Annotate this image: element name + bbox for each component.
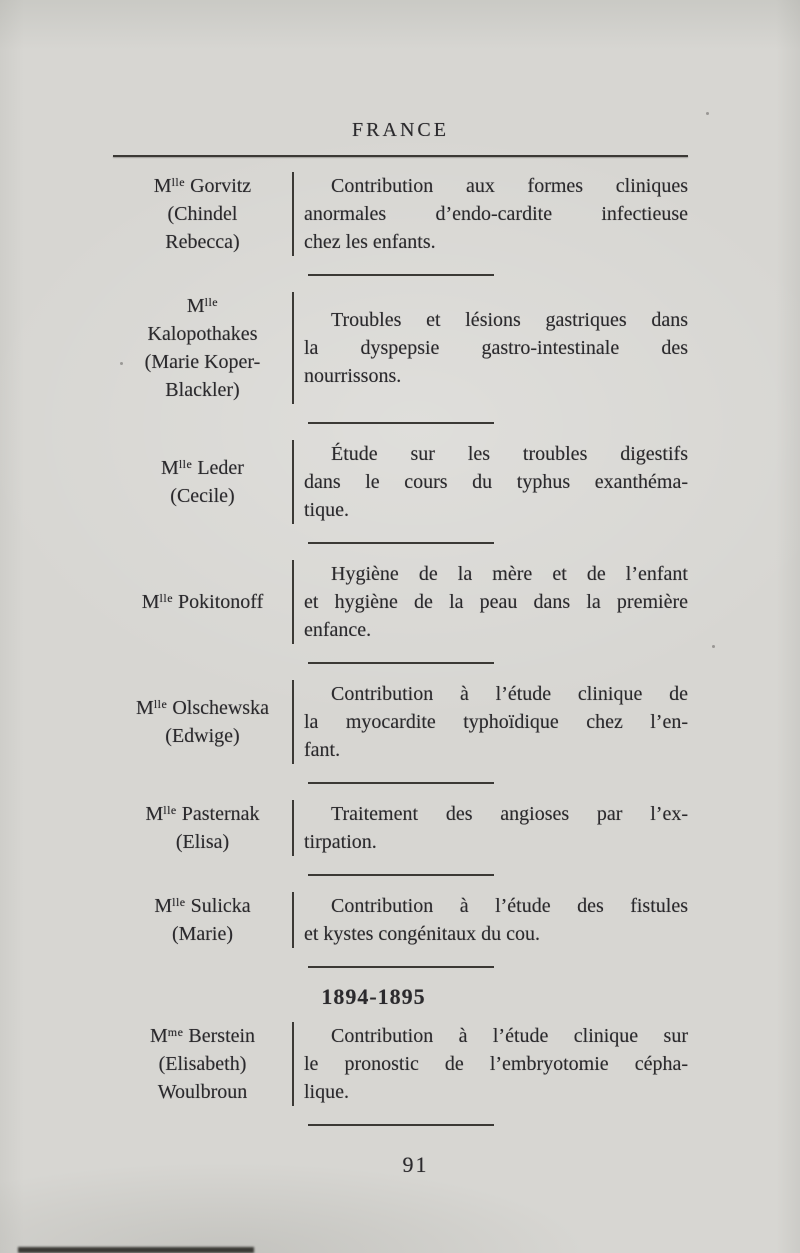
entry-title xyxy=(292,800,688,856)
entry-separator xyxy=(308,1124,494,1126)
entry-title-line: le pronostic de l’embryotomie cépha- xyxy=(304,1053,688,1075)
paper-speck xyxy=(120,362,123,365)
entry-separator xyxy=(308,782,494,784)
entry-name-line: (Marie) xyxy=(171,923,234,945)
entry-title xyxy=(292,560,688,644)
honorific-superscript: me xyxy=(167,1025,184,1039)
honorific-superscript: lle xyxy=(178,457,193,471)
paper-speck xyxy=(712,645,715,648)
entry-separator xyxy=(308,274,494,276)
page-number: 91 xyxy=(402,1152,429,1177)
entry-row xyxy=(113,560,688,644)
entry-name-line: Woulbroun xyxy=(157,1081,248,1103)
entry-name xyxy=(113,560,292,644)
entry-title-line: anormales d’endo-cardite infectieuse xyxy=(304,203,688,225)
entry-title-line: la myocardite typhoïdique chez l’en- xyxy=(304,711,688,733)
honorific-superscript: lle xyxy=(204,295,219,309)
entry-name-line: $M^{lle}$ Pasternak xyxy=(145,803,260,825)
entry-separator xyxy=(308,662,494,664)
entry-name-line: Blackler) xyxy=(165,379,240,401)
entry-name-line: (Elisa) xyxy=(175,831,230,853)
entry-title-line: tique. xyxy=(304,499,349,521)
entry-title xyxy=(292,172,688,256)
entry-name xyxy=(113,892,292,948)
entry-name-line: Rebecca) xyxy=(165,231,240,253)
paper-speck xyxy=(706,112,709,115)
entry-row xyxy=(113,440,688,524)
entry-row xyxy=(113,800,688,856)
entry-name xyxy=(113,292,292,404)
entry-title-line: Troubles et lésions gastriques dans xyxy=(331,309,688,331)
entry-title xyxy=(292,892,688,948)
entry-title-line: fant. xyxy=(304,739,341,761)
entry-name-line: $M^{lle}$ xyxy=(186,295,219,317)
entry-name-line: $M^{me}$ Berstein xyxy=(149,1025,256,1047)
entry-name xyxy=(113,680,292,764)
entry-title-line: et hygiène de la peau dans la première xyxy=(304,591,688,613)
entry-title-line: Étude sur les troubles digestifs xyxy=(331,443,688,465)
entry-name-line: $M^{lle}$ Pokitonoff xyxy=(141,591,264,613)
entry-title-line: nourrissons. xyxy=(304,365,402,387)
entry-name-line: Kalopothakes xyxy=(147,323,258,345)
entry-name-line: (Elisabeth) xyxy=(158,1053,247,1075)
entry-title xyxy=(292,1022,688,1106)
entry-title-line: lique. xyxy=(304,1081,349,1103)
year-section-heading: 1894-1895 xyxy=(321,984,426,1009)
header-rule xyxy=(113,155,688,157)
entry-row xyxy=(113,1022,688,1106)
entry-name-line: (Marie Koper- xyxy=(144,351,261,373)
entry-separator xyxy=(308,422,494,424)
entry-title-line: et kystes congénitaux du cou. xyxy=(304,923,541,945)
entry-title-line: Hygiène de la mère et de l’enfant xyxy=(331,563,688,585)
entries xyxy=(113,172,688,1126)
entry-name xyxy=(113,440,292,524)
honorific-superscript: lle xyxy=(171,175,186,189)
entry-separator xyxy=(308,874,494,876)
entry-row xyxy=(113,680,688,764)
honorific-superscript: lle xyxy=(159,591,174,605)
entry-title-line: chez les enfants. xyxy=(304,231,436,253)
entry-row xyxy=(113,892,688,948)
entry-title xyxy=(292,680,688,764)
entry-row xyxy=(113,292,688,404)
entry-title-line: Contribution à l’étude clinique de xyxy=(331,683,688,705)
entry-name-line: $M^{lle}$ Sulicka xyxy=(154,895,251,917)
entry-name xyxy=(113,800,292,856)
entry-name-line: $M^{lle}$ Olschewska xyxy=(136,697,269,719)
honorific-superscript: lle xyxy=(153,697,168,711)
entry-title-line: Contribution aux formes cliniques xyxy=(331,175,688,197)
entry-title xyxy=(292,292,688,404)
entry-title-line: tirpation. xyxy=(304,831,377,853)
entry-name-line: (Chindel xyxy=(167,203,238,225)
entry-name-line: (Cecile) xyxy=(170,485,235,507)
entry-separator xyxy=(308,966,494,968)
honorific-superscript: lle xyxy=(163,803,177,817)
page-header: FRANCE xyxy=(352,119,449,141)
entry-title-line: enfance. xyxy=(304,619,372,641)
page-content xyxy=(113,0,688,1178)
entry-row xyxy=(113,172,688,256)
entry-title xyxy=(292,440,688,524)
honorific-superscript: lle xyxy=(172,895,186,909)
entry-title-line: Traitement des angioses par l’ex- xyxy=(331,803,688,825)
entry-name-line: (Edwige) xyxy=(165,725,240,747)
entry-title-line: Contribution à l’étude des fistules xyxy=(331,895,688,917)
entry-separator xyxy=(308,542,494,544)
entry-name-line: $M^{lle}$ Leder xyxy=(161,457,244,479)
entry-name xyxy=(113,172,292,256)
entry-title-line: la dyspepsie gastro-intestinale des xyxy=(304,337,688,359)
scan-edge-artifact xyxy=(18,1247,254,1253)
entry-title-line: Contribution à l’étude clinique sur xyxy=(331,1025,688,1047)
entry-name xyxy=(113,1022,292,1106)
entry-title-line: dans le cours du typhus exanthéma- xyxy=(304,471,688,493)
entry-name-line: $M^{lle}$ Gorvitz xyxy=(153,175,252,197)
